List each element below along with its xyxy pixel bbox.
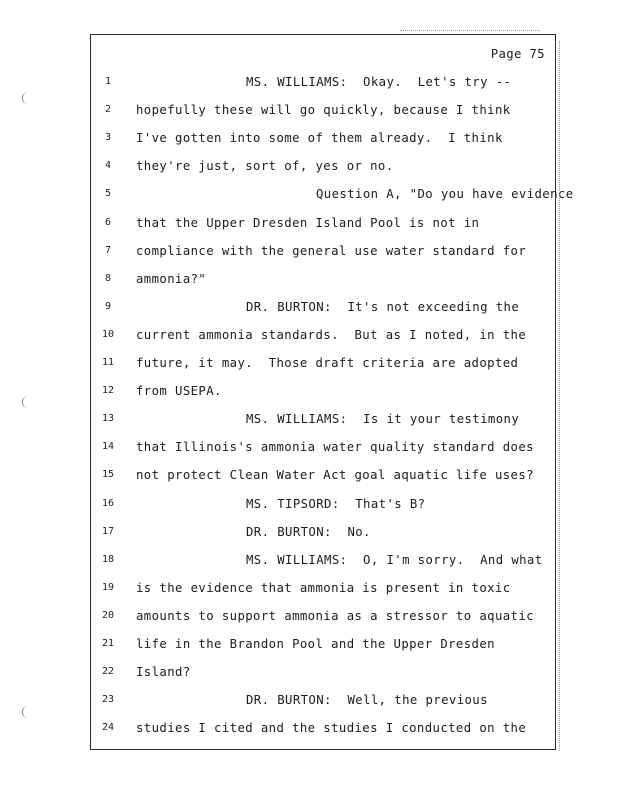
- line-text: MS. WILLIAMS: Is it your testimony: [246, 412, 520, 427]
- line-number: 6: [104, 216, 112, 228]
- line-text: hopefully these will go quickly, because I think: [136, 103, 511, 118]
- line-text: Question A, "Do you have evidence: [316, 187, 574, 202]
- line-text: I've gotten into some of them already. I think: [136, 131, 503, 146]
- line-number: 11: [101, 357, 115, 368]
- line-text: DR. BURTON: It's not exceeding the: [246, 299, 520, 314]
- transcript-line: [91, 437, 557, 457]
- line-number: 24: [101, 722, 115, 734]
- transcript-line: [91, 634, 557, 654]
- binder-hole-mark: [22, 706, 29, 718]
- scan-artifact: [400, 30, 540, 33]
- transcript-line: [91, 297, 557, 317]
- line-number: 2: [104, 104, 112, 116]
- transcript-line: [91, 100, 557, 120]
- line-number: 15: [101, 469, 115, 481]
- line-text: amounts to support ammonia as a stressor to aquatic: [136, 608, 534, 623]
- transcript-line: [91, 465, 557, 485]
- line-text: not protect Clean Water Act goal aquatic life uses?: [136, 468, 534, 483]
- transcript-line: [91, 409, 557, 429]
- line-number: 17: [101, 525, 115, 537]
- line-number: 5: [104, 188, 112, 200]
- transcript-line: [91, 578, 557, 598]
- line-number: 12: [101, 385, 115, 397]
- transcript-line: [91, 606, 557, 626]
- line-number: 18: [101, 553, 115, 565]
- line-text: that Illinois's ammonia water quality standard does: [136, 440, 534, 455]
- line-text: that the Upper Dresden Island Pool is not in: [136, 215, 480, 230]
- transcript-line: [91, 128, 557, 148]
- line-number: 4: [104, 160, 112, 172]
- transcript-line: [91, 522, 557, 542]
- line-number: 3: [104, 132, 112, 144]
- transcript-line: [91, 213, 557, 233]
- line-number: 7: [104, 244, 112, 256]
- line-text: Island?: [136, 665, 191, 680]
- transcript-line: [91, 690, 557, 710]
- binder-hole-mark: [22, 396, 29, 408]
- transcript-line: [91, 381, 557, 401]
- transcript-line: [91, 72, 557, 92]
- line-number: 20: [101, 609, 115, 621]
- line-text: life in the Brandon Pool and the Upper Dresden: [136, 637, 495, 651]
- line-text: DR. BURTON: No.: [246, 524, 371, 539]
- line-text: MS. TIPSORD: That's B?: [246, 496, 426, 511]
- transcript-line: [91, 662, 557, 682]
- line-text: MS. WILLIAMS: O, I'm sorry. And what: [246, 552, 543, 567]
- line-text: from USEPA.: [136, 384, 222, 399]
- transcript-line: [91, 325, 557, 345]
- line-number: 16: [101, 497, 115, 509]
- line-text: compliance with the general use water standard for: [136, 243, 527, 258]
- line-number: 23: [101, 694, 115, 706]
- page-number: Page 75: [490, 47, 545, 61]
- line-number: 10: [101, 328, 115, 340]
- transcript-page: [90, 34, 574, 750]
- line-number: 9: [104, 300, 112, 312]
- line-number: 19: [101, 581, 115, 593]
- transcript-line: [91, 269, 557, 289]
- binder-hole-mark: [22, 92, 29, 104]
- transcript-line: [91, 184, 574, 204]
- transcript-line: [91, 241, 557, 261]
- transcript-line: [91, 353, 557, 373]
- transcript-line: [91, 156, 557, 176]
- line-number: 13: [101, 413, 115, 425]
- line-text: MS. WILLIAMS: Okay. Let's try --: [246, 75, 512, 89]
- line-text: is the evidence that ammonia is present in toxic: [136, 580, 511, 595]
- transcript-line: [91, 494, 557, 514]
- line-text: ammonia?": [136, 271, 207, 286]
- line-number: 22: [101, 666, 115, 678]
- line-number: 8: [104, 272, 112, 284]
- line-number: 14: [101, 441, 115, 453]
- line-text: DR. BURTON: Well, the previous: [246, 693, 488, 708]
- transcript-line: [91, 718, 557, 738]
- transcript-line: [91, 550, 557, 570]
- line-number: 1: [104, 76, 112, 87]
- line-text: current ammonia standards. But as I noted, in the: [136, 327, 527, 342]
- line-text: future, it may. Those draft criteria are adopted: [136, 356, 519, 370]
- line-text: they're just, sort of, yes or no.: [136, 159, 394, 174]
- line-number: 21: [101, 638, 115, 649]
- line-text: studies I cited and the studies I conducted on the: [136, 721, 527, 736]
